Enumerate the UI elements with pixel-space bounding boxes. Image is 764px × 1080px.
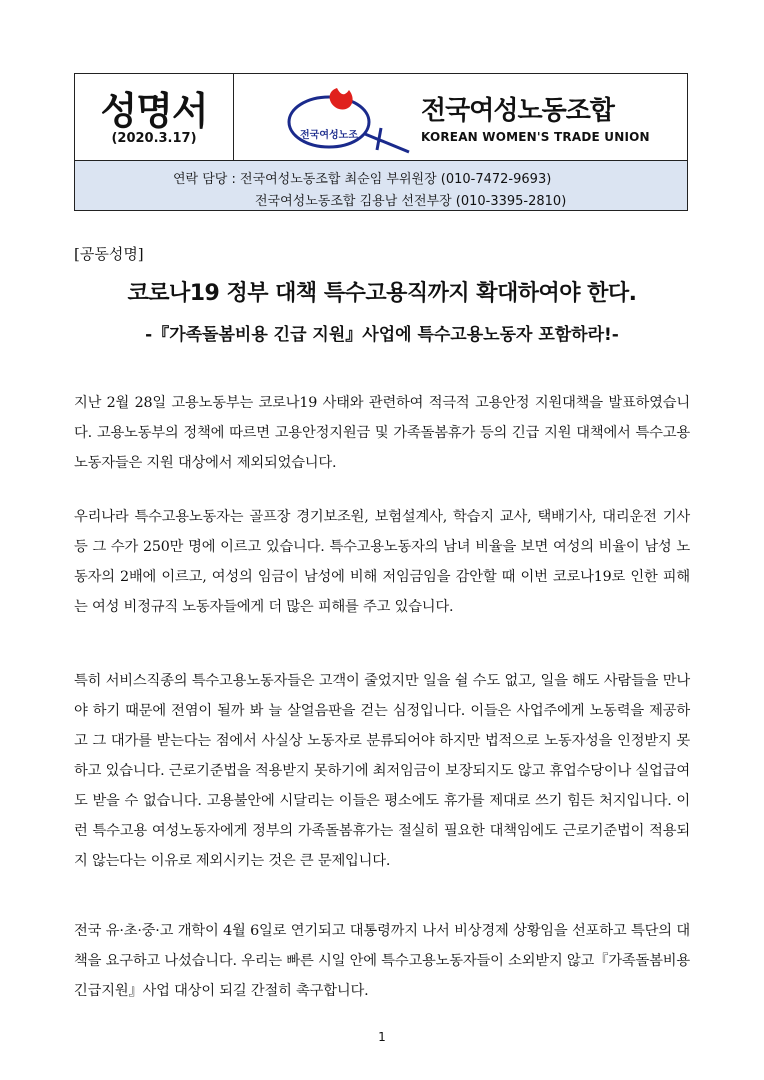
- org-name-ko: 전국여성노동조합: [421, 96, 614, 126]
- contact-panel: [75, 161, 687, 210]
- org-name-en: KOREAN WOMEN'S TRADE UNION: [421, 130, 650, 144]
- paragraph-1: 지난 2월 28일 고용노동부는 코로나19 사태와 관련하여 적극적 고용안정 지원대책을 발표하였습니다. 고용노동부의 정책에 따르면 고용안정지원금 및 가족돌봄휴가 등의 긴급 지원 대책에서 특수고용노동자들은 지원 대상에서 제외되었습니다.: [74, 395, 690, 472]
- paragraph-3: 특히 서비스직종의 특수고용노동자들은 고객이 줄었지만 일을 쉴 수도 없고, 일을 해도 사람들을 만나야 하기 때문에 전염이 될까 봐 늘 살얼음판을 걷는 심정입니다. 이들은 사업주에게 노동력을 제공하고 그 대가를 받는다는 점에서 사실상 노동자로 분류되어야 하지만 법적으로 노동자성을 인정받지 못하고 있습니다. 근로기준법을 적용받지 못하기에 최저임금이 보장되지도 않고 휴업수당이나 실업급여도 받을 수 없습니다. 고용불안에 시달리는 이들은 평소에도 휴가를 제대로 쓰기 힘든 처지입니다. 이런 특수고용 여성노동자에게 정부의 가족돌봄휴가는 절실히 필요한 대책임에도 근로기준법이 적용되지 않는다는 이유로 제외시키는 것은 큰 문제입니다.: [74, 673, 690, 870]
- header-top: [75, 74, 687, 161]
- statement-subtitle: -『가족돌봄비용 긴급 지원』사업에 특수고용노동자 포함하라!-: [145, 325, 619, 345]
- paragraph-4: 전국 유·초·중·고 개학이 4월 6일로 연기되고 대통령까지 나서 비상경제 상황임을 선포하고 특단의 대책을 요구하고 나섰습니다. 우리는 빠른 시일 안에 특수고용노동자들이 소외받지 않고『가족돌봄비용 긴급지원』사업 대상이 되길 간절히 촉구합니다.: [74, 923, 690, 1000]
- statement-title: 코로나19 정부 대책 특수고용직까지 확대하여야 한다.: [127, 281, 637, 306]
- paragraph-2: 우리나라 특수고용노동자는 골프장 경기보조원, 보험설계사, 학습지 교사, 택배기사, 대리운전 기사 등 그 수가 250만 명에 이르고 있습니다. 특수고용노동자의 남녀 비율을 보면 여성의 비율이 남성 노동자의 2배에 이르고, 여성의 임금이 남성에 비해 저임금임을 감안할 때 이번 코로나19로 인한 피해는 여성 비정규직 노동자들에게 더 많은 피해를 주고 있습니다.: [74, 509, 690, 616]
- contact-line-2: 전국여성노동조합 김용남 선전부장 (010-3395-2810): [255, 194, 567, 209]
- header-box: [74, 73, 688, 211]
- union-logo-icon: [285, 82, 415, 154]
- contact-line-1: 연락 담당 : 전국여성노동조합 최순임 부위원장 (010-7472-9693): [173, 172, 552, 187]
- doc-date: (2020.3.17): [111, 131, 197, 146]
- page-number: 1: [378, 1030, 386, 1044]
- doc-type-cell: [75, 74, 234, 160]
- statement-tag: [공동성명]: [74, 245, 144, 263]
- doc-type: 성명서: [100, 89, 208, 133]
- logo-text: 전국여성노조: [300, 130, 358, 141]
